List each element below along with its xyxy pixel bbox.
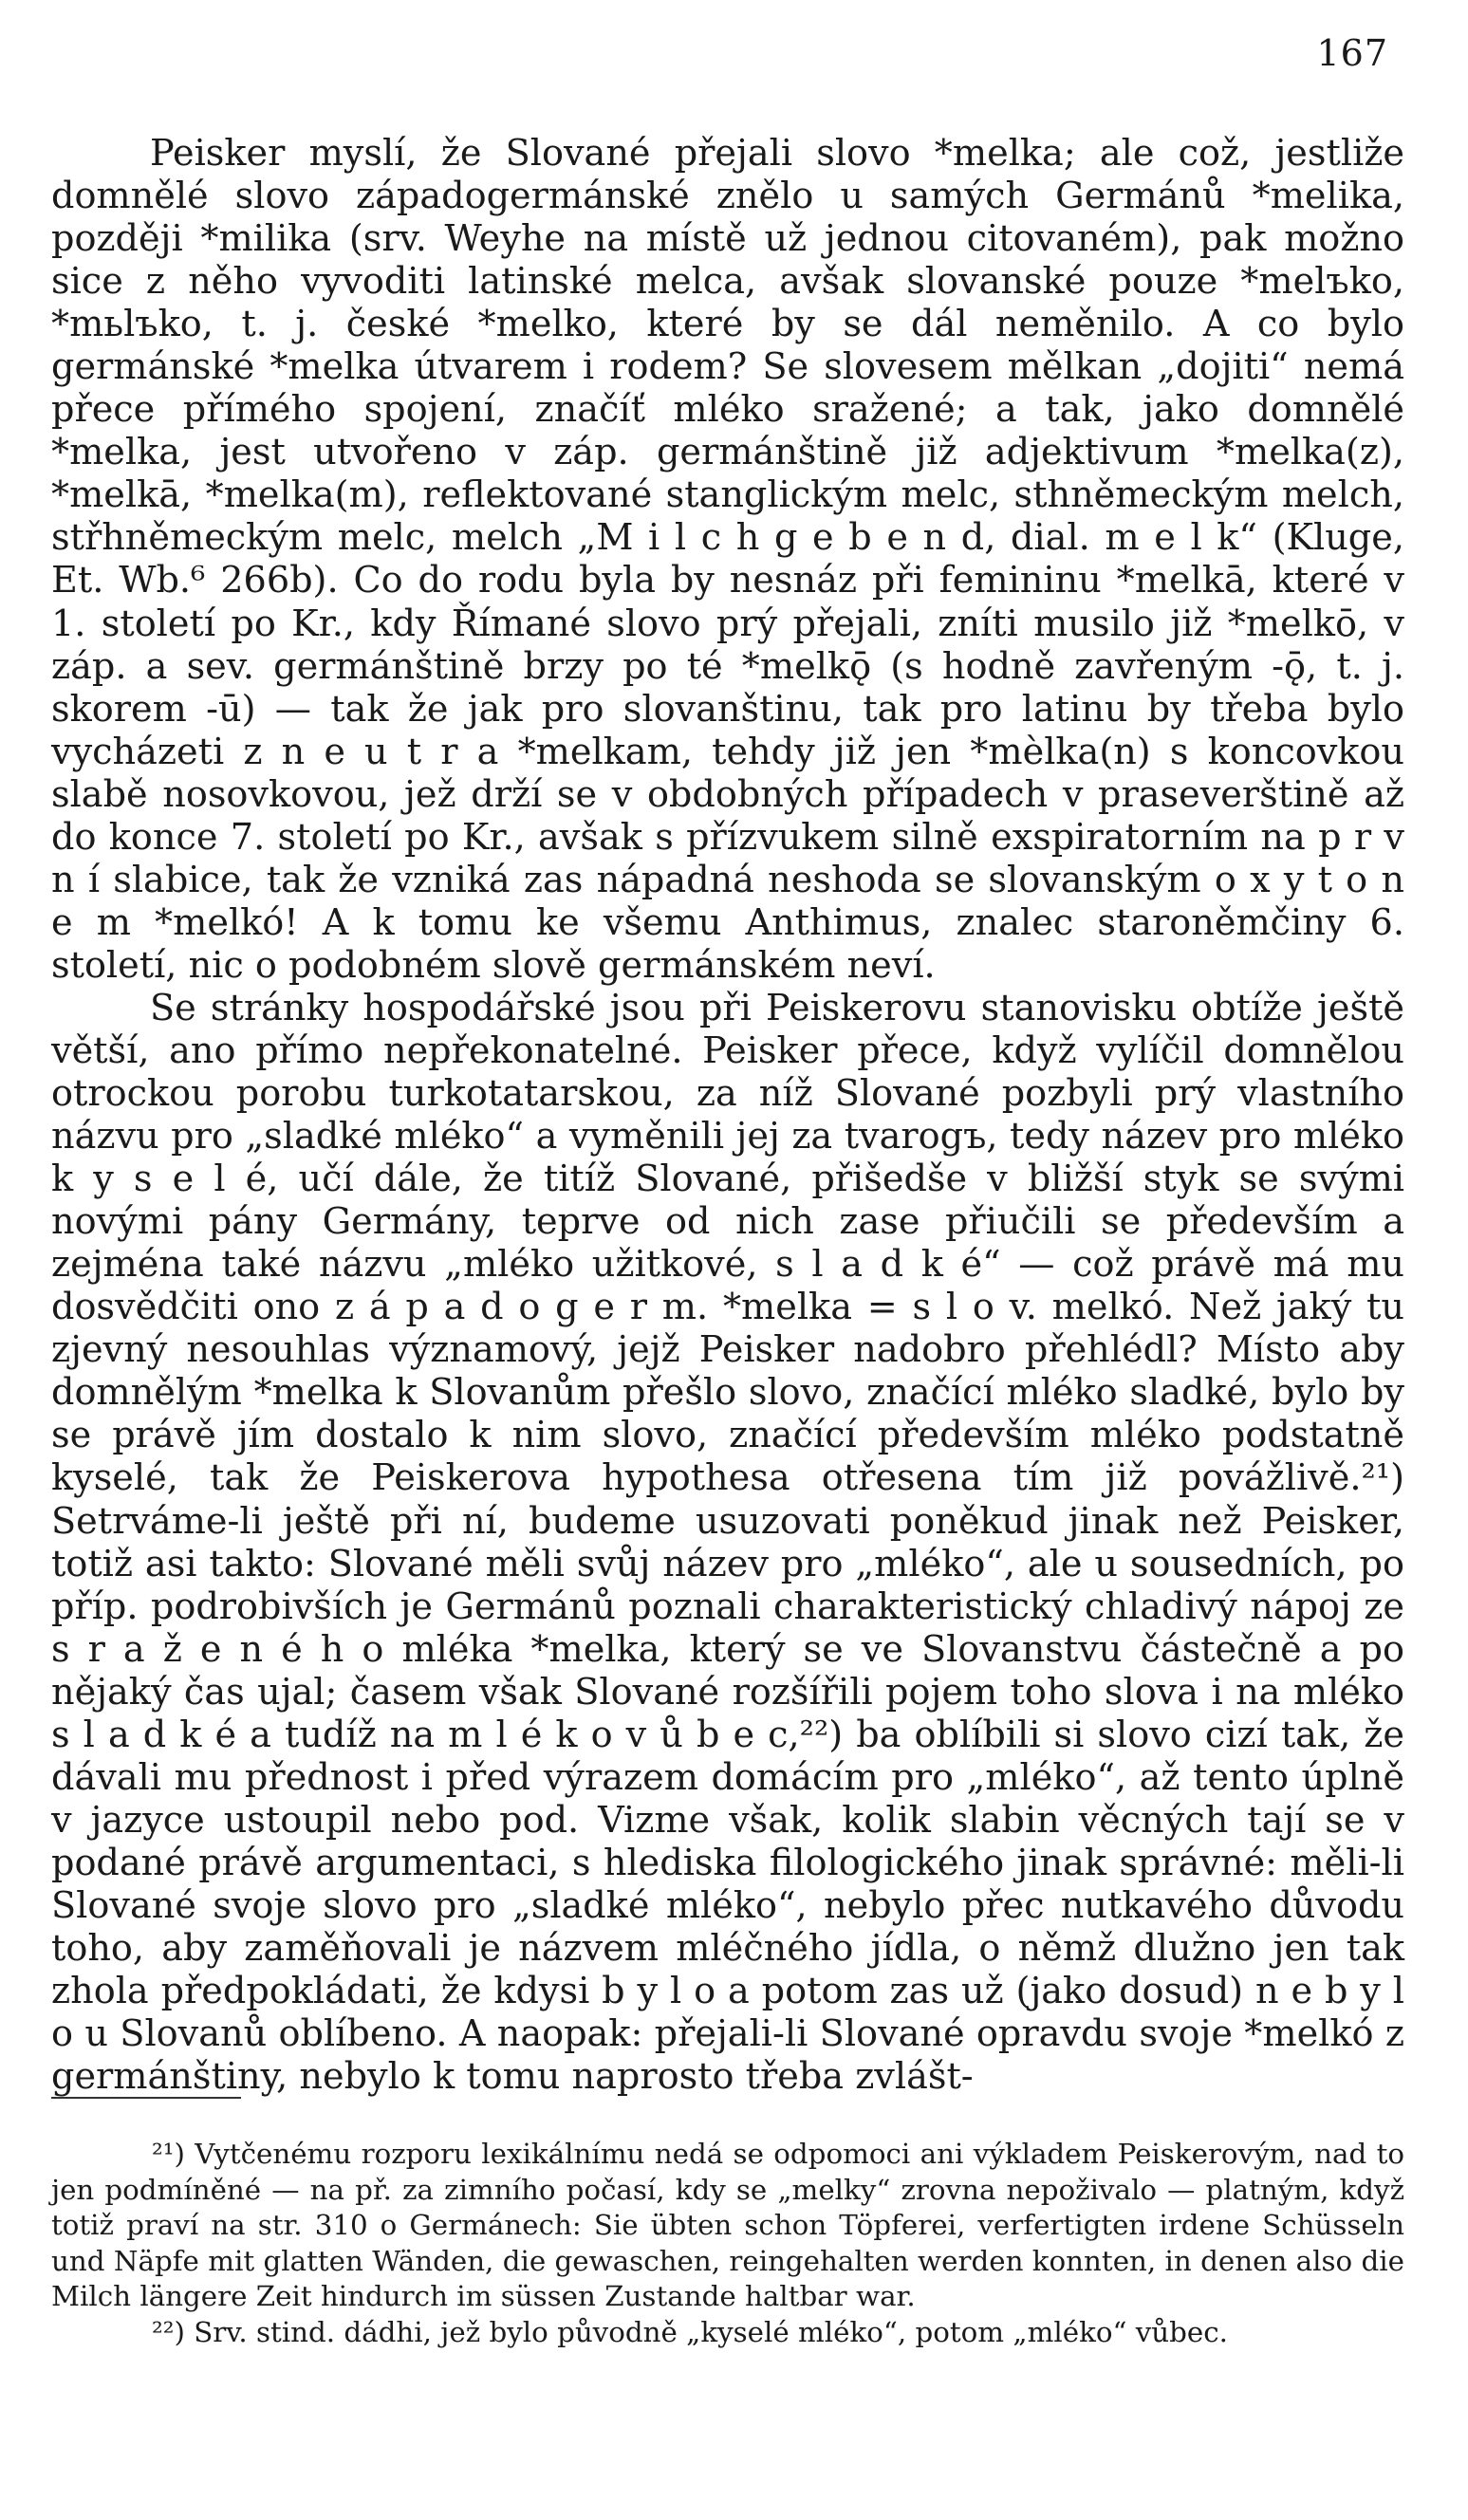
footnote: ²¹) Vytčenému rozporu lexikálnímu nedá se odpomoci ani výkladem Peiskerovým, nad to jen podmíněné — na př. za zimního počasí, kdy se „melky“ zrovna nepoživalo — platným, když totiž praví na str. 310 o Germánech: Sie übten schon Töpferei, verfertigten irdene Schüsseln und Näpfe mit glatten Wänden, die gewaschen, reingehalten werden konnten, in denen also die Milch längere Zeit hindurch im süssen Zustande haltbar war.: [51, 2138, 1404, 2312]
body-text: [51, 133, 1404, 2099]
page-number: 167: [1316, 32, 1388, 74]
footnote: ²²) Srv. stind. dádhi, jež bylo původně „kyselé mléko“, potom „mléko“ vůbec.: [152, 2315, 1228, 2348]
paragraph: Peisker myslí, že Slované přejali slovo *melka; ale což, jestliže domnělé slovo západogermánské znělo u samých Germánů *melika, později *milika (srv. Weyhe na místě už jednou citovaném), pak možno sice z něho vyvoditi latinské melca, avšak slovanské pouze *melъko, *mьlъko, t. j. české *melko, které by se dál neměnilo. A co bylo germánské *melka útvarem i rodem? Se slovesem mělkan „dojiti“ nemá přece přímého spojení, značíť mléko sražené; a tak, jako domnělé *melka, jest utvořeno v záp. germánštině již adjektivum *melka(z), *melkā, *melka(m), reflektované stanglickým melc, sthněmeckým melch, střhněmeckým melc, melch „M i l c h g e b e n d, dial. m e l k“ (Kluge, Et. Wb.⁶ 266b). Co do rodu byla by nesnáz při femininu *melkā, které v 1. století po Kr., kdy Římané slovo prý přejali, zníti musilo již *melkō, v záp. a sev. germánštině brzy po té *melkǭ (s hodně zavřeným -ǭ, t. j. skorem -ū) — tak že jak pro slovanštinu, tak pro latinu by třeba bylo vycházeti z n e u t r a *melkam, tehdy již jen *mèlka(n) s koncovkou slabě nosovkovou, jež drží se v obdobných případech v praseverštině až do konce 7. století po Kr., avšak s přízvukem silně exspiratorním na p r v n í slabice, tak že vzniká zas nápadná neshoda se slovanským o x y t o n e m *melkó! A k tomu ke všemu Anthimus, znalec staroněmčiny 6. století, nic o podobném slově germánském neví.: [51, 133, 1404, 987]
footnotes: [51, 2137, 1404, 2350]
footnote-divider: [51, 2097, 241, 2099]
paragraph: Se stránky hospodářské jsou při Peiskerovu stanovisku obtíže ještě větší, ano přímo nepřekonatelné. Peisker přece, když vylíčil domnělou otrockou porobu turkotatarskou, za níž Slované pozbyli prý vlastního názvu pro „sladké mléko“ a vyměnili jej za tvarogъ, tedy název pro mléko k y s e l é, učí dále, že titíž Slované, přišedše v bližší styk se svými novými pány Germány, teprve od nich zase přiučili se především a zejména také názvu „mléko užitkové, s l a d k é“ — což právě má mu dosvědčiti ono z á p a d o g e r m. *melka = s l o v. melkó. Než jaký tu zjevný nesouhlas významový, jejž Peisker nadobro přehlédl? Místo aby domnělým *melka k Slovanům přešlo slovo, značící mléko sladké, bylo by se právě jím dostalo k nim slovo, značící především mléko podstatně kyselé, tak že Peiskerova hypothesa otřesena tím již povážlivě.²¹) Setrváme-li ještě při ní, budeme usuzovati poněkud jinak než Peisker, totiž asi takto: Slované měli svůj název pro „mléko“, ale u sousedních, po příp. podrobivších je Germánů poznali charakteristický chladivý nápoj ze s r a ž e n é h o mléka *melka, který se ve Slovanstvu částečně a po nějaký čas ujal; časem však Slované rozšířili pojem toho slova i na mléko s l a d k é a tudíž na m l é k o v ů b e c,²²) ba oblíbili si slovo cizí tak, že dávali mu přednost i před výrazem domácím pro „mléko“, až tento úplně v jazyce ustoupil nebo pod. Vizme však, kolik slabin věcných tají se v podané právě argumentaci, s hlediska filologického jinak správné: měli-li Slované svoje slovo pro „sladké mléko“, nebylo přec nutkavého důvodu toho, aby zaměňovali je názvem mléčného jídla, o němž dlužno jen tak zhola předpokládati, že kdysi b y l o a potom zas už (jako dosud) n e b y l o u Slovanů oblíbeno. A naopak: přejali-li Slované opravdu svoje *melkó z germánštiny, nebylo k tomu naprosto třeba zvlášt-: [51, 987, 1404, 2099]
